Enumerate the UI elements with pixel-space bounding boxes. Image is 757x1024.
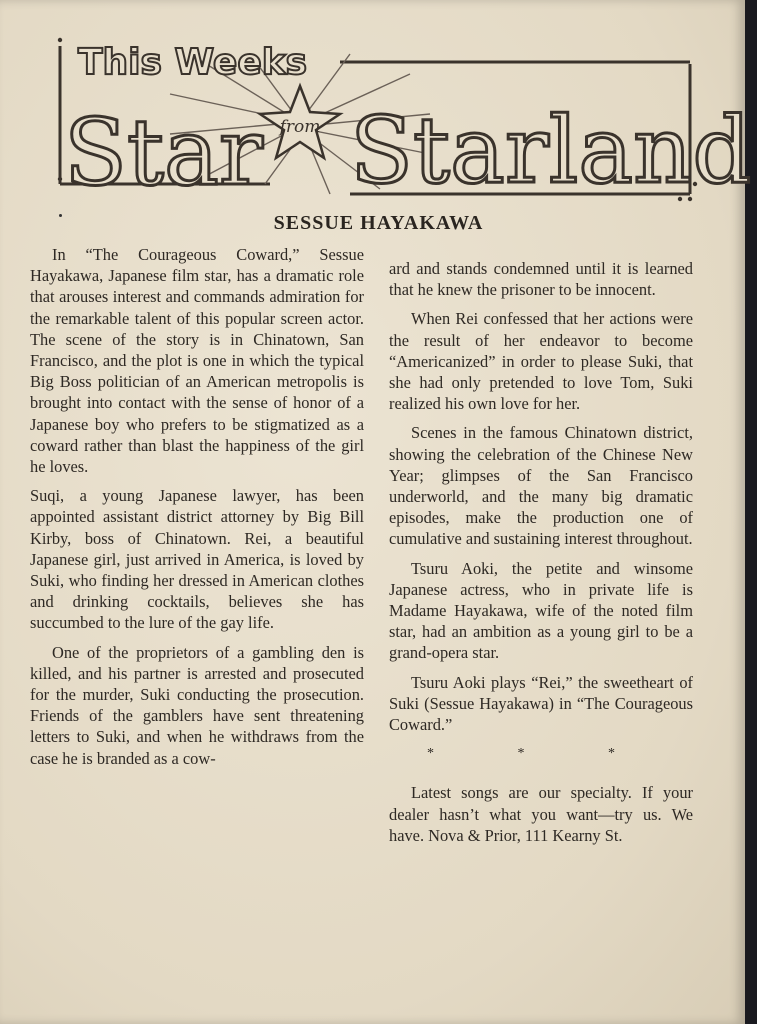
section-separator: * * * xyxy=(427,746,655,762)
banner-word-right: Starland xyxy=(350,97,752,204)
banner-word-left: Star xyxy=(64,99,263,206)
article-title: SESSUE HAYAKAWA xyxy=(273,212,484,234)
right-paragraph-3: Scenes in the famous Chinatown district, showing the celebration of the Chinese New Year; glimpses of the San Francisco underworld, and the many big dramatic episodes, make the production one of cumulative and sustaining interest throughout. xyxy=(389,423,693,549)
masthead-banner xyxy=(50,34,752,206)
right-paragraph-5: Tsuru Aoki plays “Rei,” the sweetheart of Suki (Sessue Hayakawa) in “The Courageous Coward.” xyxy=(389,672,693,735)
banner-from: from xyxy=(279,117,321,137)
left-column xyxy=(30,244,364,777)
right-paragraph-2: When Rei confessed that her actions were the result of her endeavor to become “Americanized” in order to please Suki, that she had only pretended to love Tom, Suki realized his own love for her. xyxy=(389,309,693,414)
left-paragraph-3: One of the proprietors of a gambling den is killed, and his partner is arrested and prosecuted for the murder, Suki conducting the prosecution. Friends of the gamblers have sent threatening letters to Suki, and when he withdraws from the case he is branded as a cow- xyxy=(30,642,364,768)
right-paragraph-1: ard and stands condemned until it is learned that he knew the prisoner to be innocent. xyxy=(389,259,693,300)
right-paragraph-4: Tsuru Aoki, the petite and winsome Japanese actress, who in private life is Madame Hayakawa, wife of the noted film star, had an ambition as a young girl to be a grand-opera star. xyxy=(389,558,693,663)
left-paragraph-2: Suqi, a young Japanese lawyer, has been appointed assistant district attorney by Big Bill Kirby, boss of Chinatown. Rei, a beautiful Japanese girl, just arrived in America, is loved by Suki, who finding her dressed in American clothes and drinking cocktails, believes she has succumbed to the lure of the gay life. xyxy=(30,486,364,633)
advert-paragraph: Latest songs are our specialty. If your dealer hasn’t what you want—try us. We have. Nova & Prior, 111 Kearny St. xyxy=(389,783,693,845)
right-column xyxy=(389,258,693,854)
masthead-artwork xyxy=(50,34,752,206)
banner-line1: This Weeks xyxy=(78,42,308,83)
left-paragraph-1: In “The Courageous Coward,” Sessue Hayakawa, Japanese film star, has a dramatic role that arouses interest and commands admiration for the remarkable talent of this popular screen actor. The scene of the story is in Chinatown, San Francisco, and the plot is one in which the typical Big Boss politician of an American metropolis is brought into contact with the sense of honor of a Japanese boy who prefers to be stigmatized as a coward rather than blast the happiness of the girl he loves. xyxy=(30,245,364,477)
